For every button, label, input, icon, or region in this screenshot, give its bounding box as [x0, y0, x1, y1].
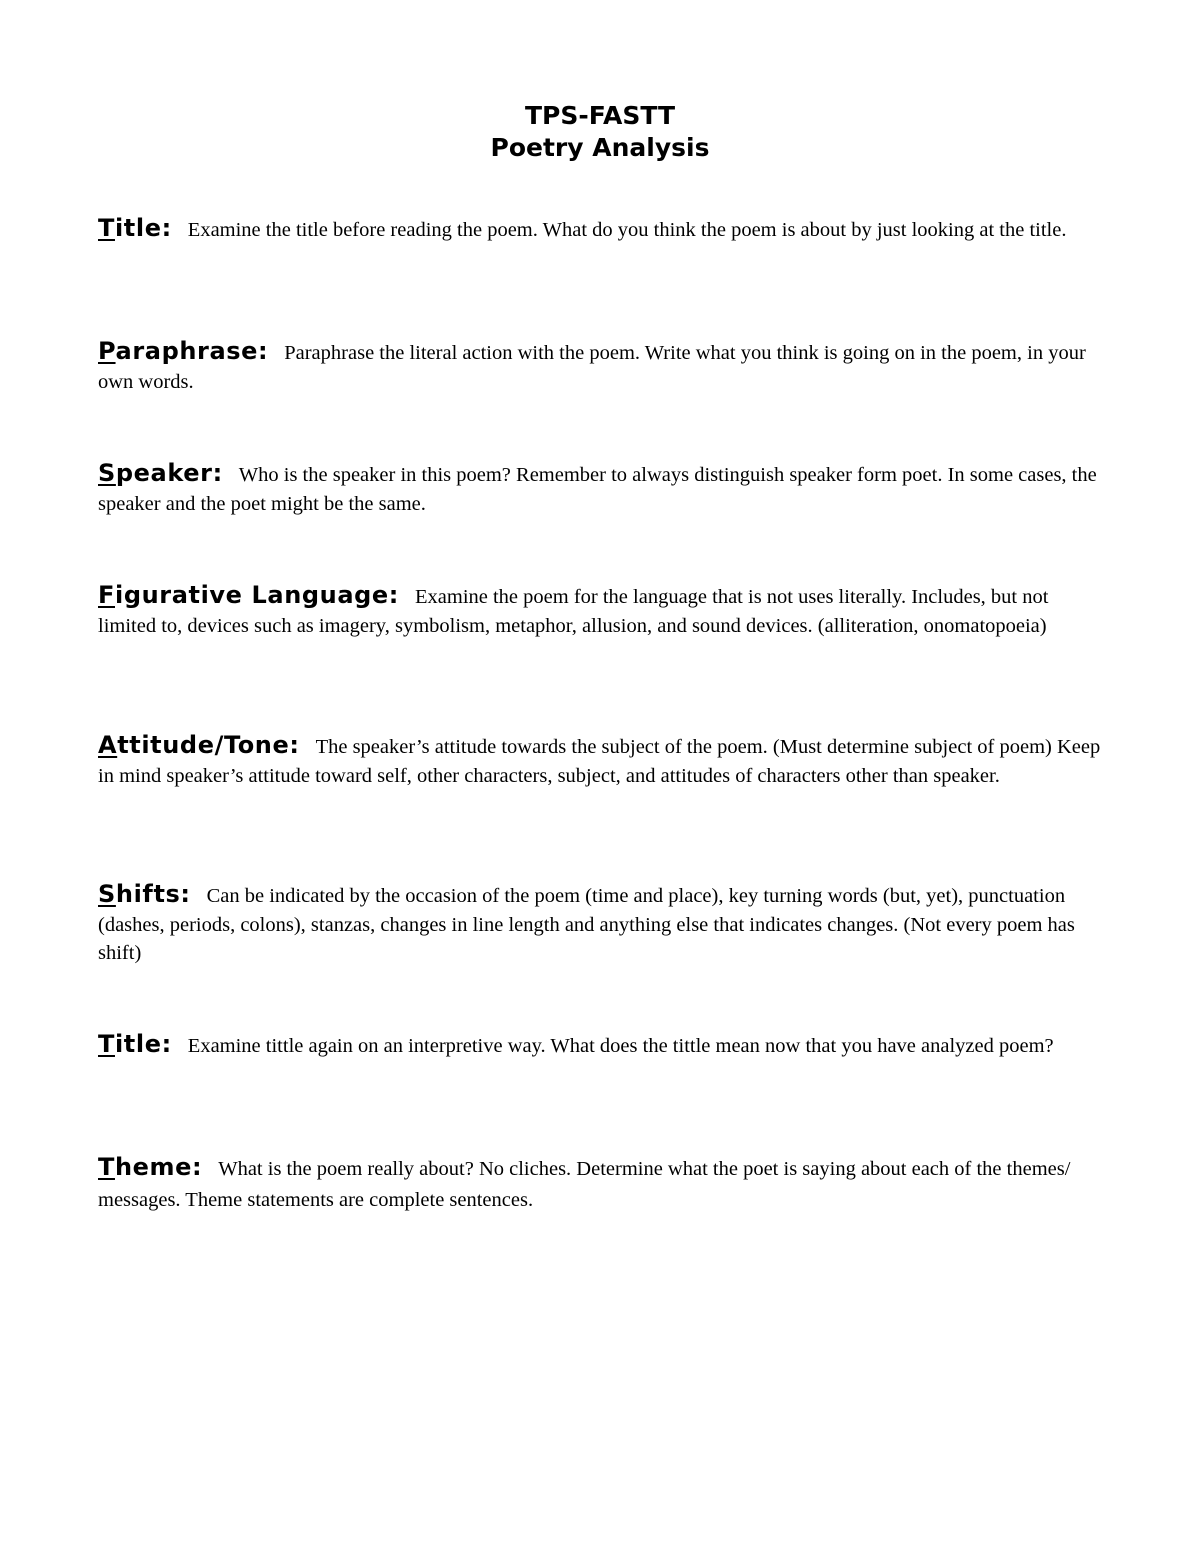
section-description: Paraphrase the literal action with the poem. Write what you think is going on in the poem, in your own words. — [98, 342, 1086, 393]
section-term — [98, 731, 300, 759]
section-term — [98, 459, 223, 487]
section-description: Examine the title before reading the poem. What do you think the poem is about by just looking at the title. — [187, 219, 1067, 241]
term-rest: araphrase: — [115, 337, 269, 365]
section-description: Can be indicated by the occasion of the poem (time and place), key turning words (but, yet), punctuation (dashes, periods, colons), stanzas, changes in line length and anything else that indicates changes. (Not every poem has shift) — [98, 885, 1075, 964]
term-rest: heme: — [114, 1153, 203, 1181]
section-title-preview — [98, 214, 1108, 245]
section-shifts — [98, 880, 1108, 968]
term-initial: T — [98, 1030, 115, 1058]
section-title-interpretive — [98, 1030, 1108, 1061]
term-initial: S — [98, 880, 116, 908]
term-rest: ttitude/Tone: — [117, 731, 300, 759]
section-paraphrase — [98, 337, 1108, 396]
term-rest: itle: — [114, 214, 172, 242]
term-initial: T — [98, 214, 115, 242]
section-description: Examine the poem for the language that is not uses literally. Includes, but not limited to, devices such as imagery, symbolism, metaphor, allusion, and sound devices. (alliteration, onomatopoeia) — [98, 586, 1049, 637]
section-figurative-language — [98, 581, 1108, 640]
section-term — [98, 581, 399, 609]
section-term — [98, 880, 191, 908]
term-initial: F — [98, 581, 115, 609]
section-description: Who is the speaker in this poem? Remember to always distinguish speaker form poet. In some cases, the speaker and the poet might be the same. — [98, 464, 1097, 515]
section-term — [98, 214, 172, 242]
section-term — [98, 1153, 202, 1181]
section-description: Examine tittle again on an interpretive way. What does the tittle mean now that you have analyzed poem? — [187, 1035, 1054, 1057]
document-header — [0, 100, 1200, 164]
document-title: TPS-FASTT — [525, 101, 675, 130]
term-rest: peaker: — [115, 459, 223, 487]
term-initial: S — [98, 459, 116, 487]
section-description: What is the poem really about? No cliches. Determine what the poet is saying about each of the themes/ messages. Theme statements are complete sentences. — [98, 1158, 1071, 1211]
section-attitude-tone — [98, 731, 1108, 790]
section-theme — [98, 1152, 1108, 1216]
term-initial: T — [98, 1153, 115, 1181]
term-rest: itle: — [114, 1030, 172, 1058]
section-term — [98, 337, 268, 365]
document-subtitle: Poetry Analysis — [490, 133, 710, 162]
term-initial: A — [98, 731, 118, 759]
term-rest: igurative Language: — [115, 581, 399, 609]
term-initial: P — [98, 337, 116, 365]
section-description: The speaker’s attitude towards the subject of the poem. (Must determine subject of poem) Keep in mind speaker’s attitude toward self, other characters, subject, and attitudes of characters other than speaker. — [98, 736, 1101, 787]
section-term — [98, 1030, 172, 1058]
section-speaker — [98, 459, 1108, 518]
term-rest: hifts: — [115, 880, 191, 908]
